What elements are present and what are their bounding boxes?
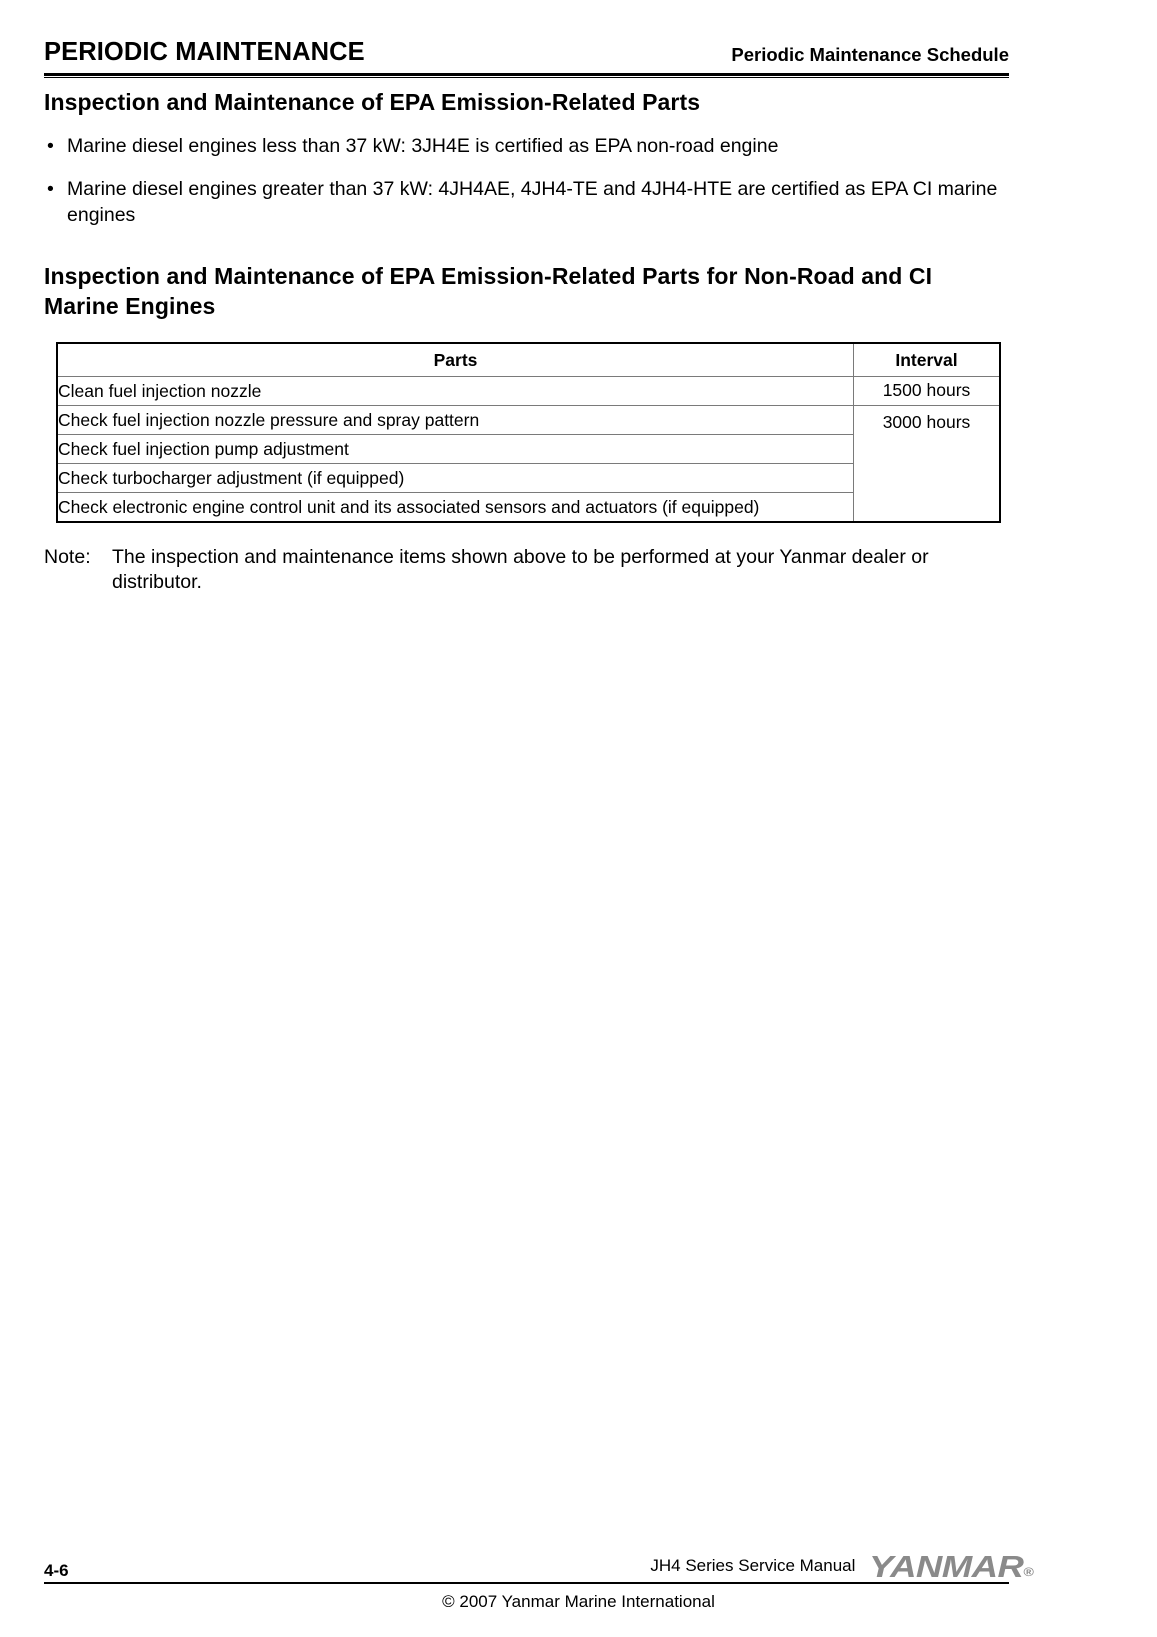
table-body: [57, 376, 1000, 522]
manual-title: JH4 Series Service Manual: [650, 1556, 856, 1575]
page-number: 4-6: [44, 1561, 69, 1580]
cell-part-name: Check electronic engine control unit and its associated sensors and actuators (if equipped): [57, 492, 854, 522]
bullet-dot-icon: •: [47, 135, 54, 158]
header-divider-rule: [44, 73, 1009, 78]
cell-interval: 1500 hours: [854, 376, 1001, 405]
registered-trademark-icon: ®: [1023, 1565, 1035, 1579]
document-content: [44, 88, 1009, 596]
note-label: Note:: [44, 545, 91, 568]
note-block: [44, 545, 1009, 596]
parts-interval-table: [56, 342, 1001, 523]
header-chapter-title: PERIODIC MAINTENANCE: [44, 38, 365, 66]
footer-row: [44, 1549, 1035, 1584]
section-heading-nonroad-ci: Inspection and Maintenance of EPA Emission-Related Parts for Non-Road and CI Marine Engines: [44, 263, 933, 319]
list-item: [44, 177, 1009, 228]
cell-part-name: Check fuel injection nozzle pressure and spray pattern: [57, 405, 854, 434]
table-header: [57, 343, 1000, 377]
cell-part-name: Check fuel injection pump adjustment: [57, 434, 854, 463]
page-footer: [44, 1549, 1035, 1584]
cell-part-name: Check turbocharger adjustment (if equipped): [57, 463, 854, 492]
column-header-interval: Interval: [854, 343, 1001, 377]
list-item: [44, 134, 1009, 159]
section-heading-epa-parts: Inspection and Maintenance of EPA Emission-Related Parts: [44, 89, 701, 115]
yanmar-logo: [869, 1551, 1034, 1582]
parts-interval-table-container: [56, 342, 996, 523]
epa-engine-bullet-list: [44, 134, 1009, 228]
yanmar-logo-text: YANMAR: [869, 1549, 1024, 1584]
table-header-row: [57, 343, 1000, 377]
note-text: The inspection and maintenance items shown above to be performed at your Yanmar dealer or distributor.: [112, 545, 929, 594]
column-header-parts: Parts: [57, 343, 854, 377]
copyright-text: © 2007 Yanmar Marine International: [442, 1592, 715, 1611]
cell-interval-merged: 3000 hours: [854, 405, 1001, 522]
header-section-title: Periodic Maintenance Schedule: [731, 44, 1009, 65]
bullet-dot-icon: •: [47, 178, 54, 201]
table-row: [57, 405, 1000, 434]
footer-right-group: [650, 1549, 1035, 1584]
list-item-text: Marine diesel engines less than 37 kW: 3JH4E is certified as EPA non-road engine: [67, 135, 779, 158]
list-item-text: Marine diesel engines greater than 37 kW: 4JH4AE, 4JH4-TE and 4JH4-HTE are certified as EPA CI marine engines: [67, 178, 998, 226]
cell-part-name: Clean fuel injection nozzle: [57, 376, 854, 405]
page-header: [44, 40, 1009, 66]
footer-divider-rule: [44, 1582, 1009, 1584]
spacer: [44, 228, 1009, 262]
table-row: [57, 376, 1000, 405]
